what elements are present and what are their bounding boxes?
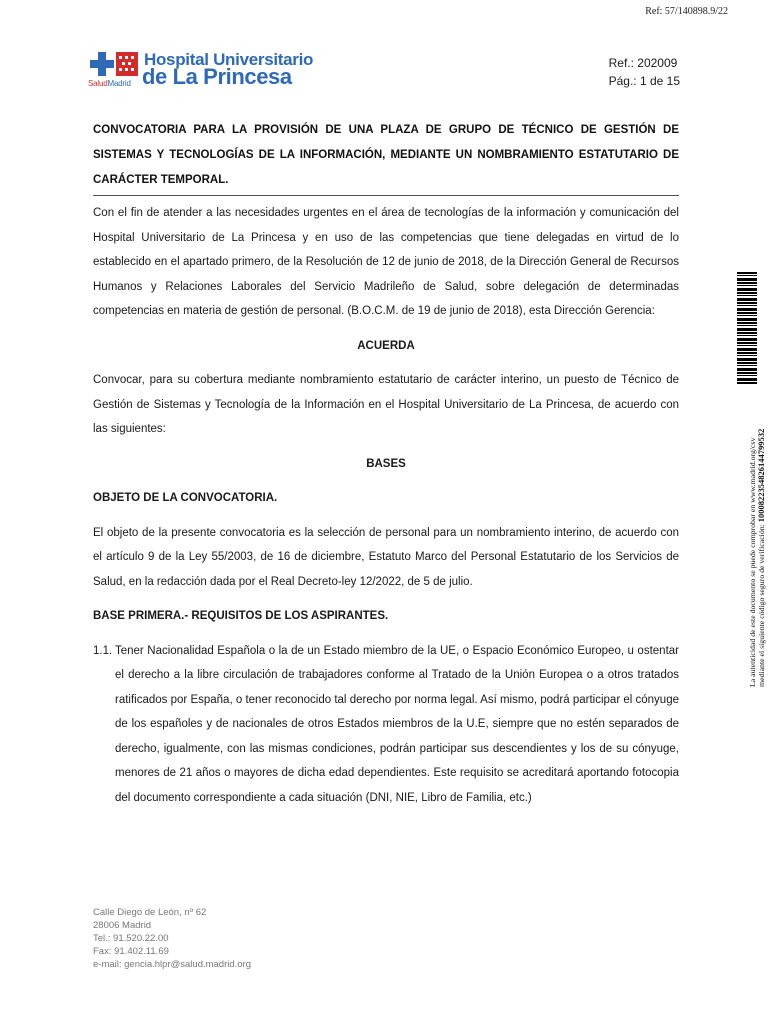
verification-code: 1000822354826144799532 bbox=[756, 428, 766, 523]
bases-heading: BASES bbox=[366, 457, 406, 470]
verification-text bbox=[748, 384, 766, 687]
verification-line2: mediante el siguiente código seguro de verificación: 1000822354826144799532 bbox=[756, 428, 766, 687]
footer-city: 28006 Madrid bbox=[93, 920, 152, 931]
list-item-text: Tener Nacionalidad Española o la de un Estado miembro de la UE, o Espacio Económico Europeo, u ostentar el derecho a la libre circulación de trabajadores conforme al Tratado de la Unión Europea o a otros tratados ratificados por España, o tener reconocido tal derecho por norma legal. Así mismo, podrá participar el cónyuge de los españoles y de nacionales de otros Estados miembros de la U.E, siempre que no estén separados de derecho, igualmente, con las mismas condiciones, podrán participar sus descendientes y los de su cónyuge, menores de 21 años o mayores de dicha edad dependientes. Este requisito se acreditará aportando fotocopia del documento correspondiente a cada situación (DNI, NIE, Libro de Familia, etc.) bbox=[115, 644, 679, 804]
verification-stamp bbox=[735, 272, 766, 687]
barcode-icon bbox=[737, 272, 757, 384]
madrid-flag-icon bbox=[116, 52, 138, 76]
hospital-name-line1: Hospital Universitario bbox=[144, 50, 314, 69]
salud-madrid-label: SaludMadrid bbox=[88, 79, 131, 88]
document-body bbox=[93, 201, 679, 810]
ref-block bbox=[609, 54, 680, 90]
document-title: CONVOCATORIA PARA LA PROVISIÓN DE UNA PLAZA DE GRUPO DE TÉCNICO DE GESTIÓN DE SISTEMAS Y TECNOLOGÍAS DE LA INFORMACIÓN, MEDIANTE UN NOMBRAMIENTO ESTATUTARIO DE CARÁCTER TEMPORAL. bbox=[93, 124, 679, 186]
health-cross-icon bbox=[90, 52, 114, 76]
page-header bbox=[88, 50, 680, 94]
acuerda-heading: ACUERDA bbox=[357, 339, 415, 352]
list-item bbox=[93, 639, 679, 811]
objeto-paragraph: El objeto de la presente convocatoria es la selección de personal para un nombramiento interino, de acuerdo con el artículo 9 de la Ley 55/2003, de 16 de diciembre, Estatuto Marco del Personal Estatutario de los Servicios de Salud, en la redacción dada por el Real Decreto-ley 12/2022, de 5 de julio. bbox=[93, 526, 679, 588]
document-reference-top: Ref: 57/140898.9/22 bbox=[645, 6, 728, 17]
footer-phone: Tel.: 91.520.22.00 bbox=[93, 933, 169, 944]
objeto-heading: OBJETO DE LA CONVOCATORIA. bbox=[93, 492, 278, 504]
footer-fax: Fax: 91.402.11.69 bbox=[93, 946, 169, 957]
hospital-logo bbox=[88, 50, 314, 94]
footer-address: Calle Diego de León, nº 62 bbox=[93, 907, 207, 918]
footer-email: e-mail: gencia.hlpr@salud.madrid.org bbox=[93, 959, 252, 970]
page-number: Pág.: 1 de 15 bbox=[608, 74, 680, 88]
convocar-paragraph: Convocar, para su cobertura mediante nombramiento estatutario de carácter interino, un puesto de Técnico de Gestión de Sistemas y Tecnología de la Información en el Hospital Universitario de La Princesa, de acuerdo con las siguientes: bbox=[93, 374, 679, 435]
salud-madrid-emblem-icon bbox=[90, 52, 138, 80]
reference-number: Ref.: 202009 bbox=[608, 56, 678, 70]
hospital-name-line2: de La Princesa bbox=[142, 64, 292, 89]
base-primera-heading: BASE PRIMERA.- REQUISITOS DE LOS ASPIRANTES. bbox=[93, 610, 389, 622]
list-item-number: 1.1. bbox=[93, 644, 113, 657]
verification-line1: La autenticidad de este documento se puede comprobar en www.madrid.org/csv bbox=[748, 437, 757, 687]
page-footer bbox=[93, 906, 251, 971]
intro-paragraph: Con el fin de atender a las necesidades urgentes en el área de tecnologías de la información y comunicación del Hospital Universitario de La Princesa y en uso de las competencias que tiene delegadas en virtud de lo establecido en el apartado primero, de la Resolución de 12 de junio de 2018, de la Dirección General de Recursos Humanos y Relaciones Laborales del Servicio Madrileño de Salud, sobre delegación de determinadas competencias en materia de gestión de personal. (B.O.C.M. de 19 de junio de 2018), esta Dirección Gerencia: bbox=[93, 207, 679, 317]
title-divider bbox=[93, 195, 679, 196]
